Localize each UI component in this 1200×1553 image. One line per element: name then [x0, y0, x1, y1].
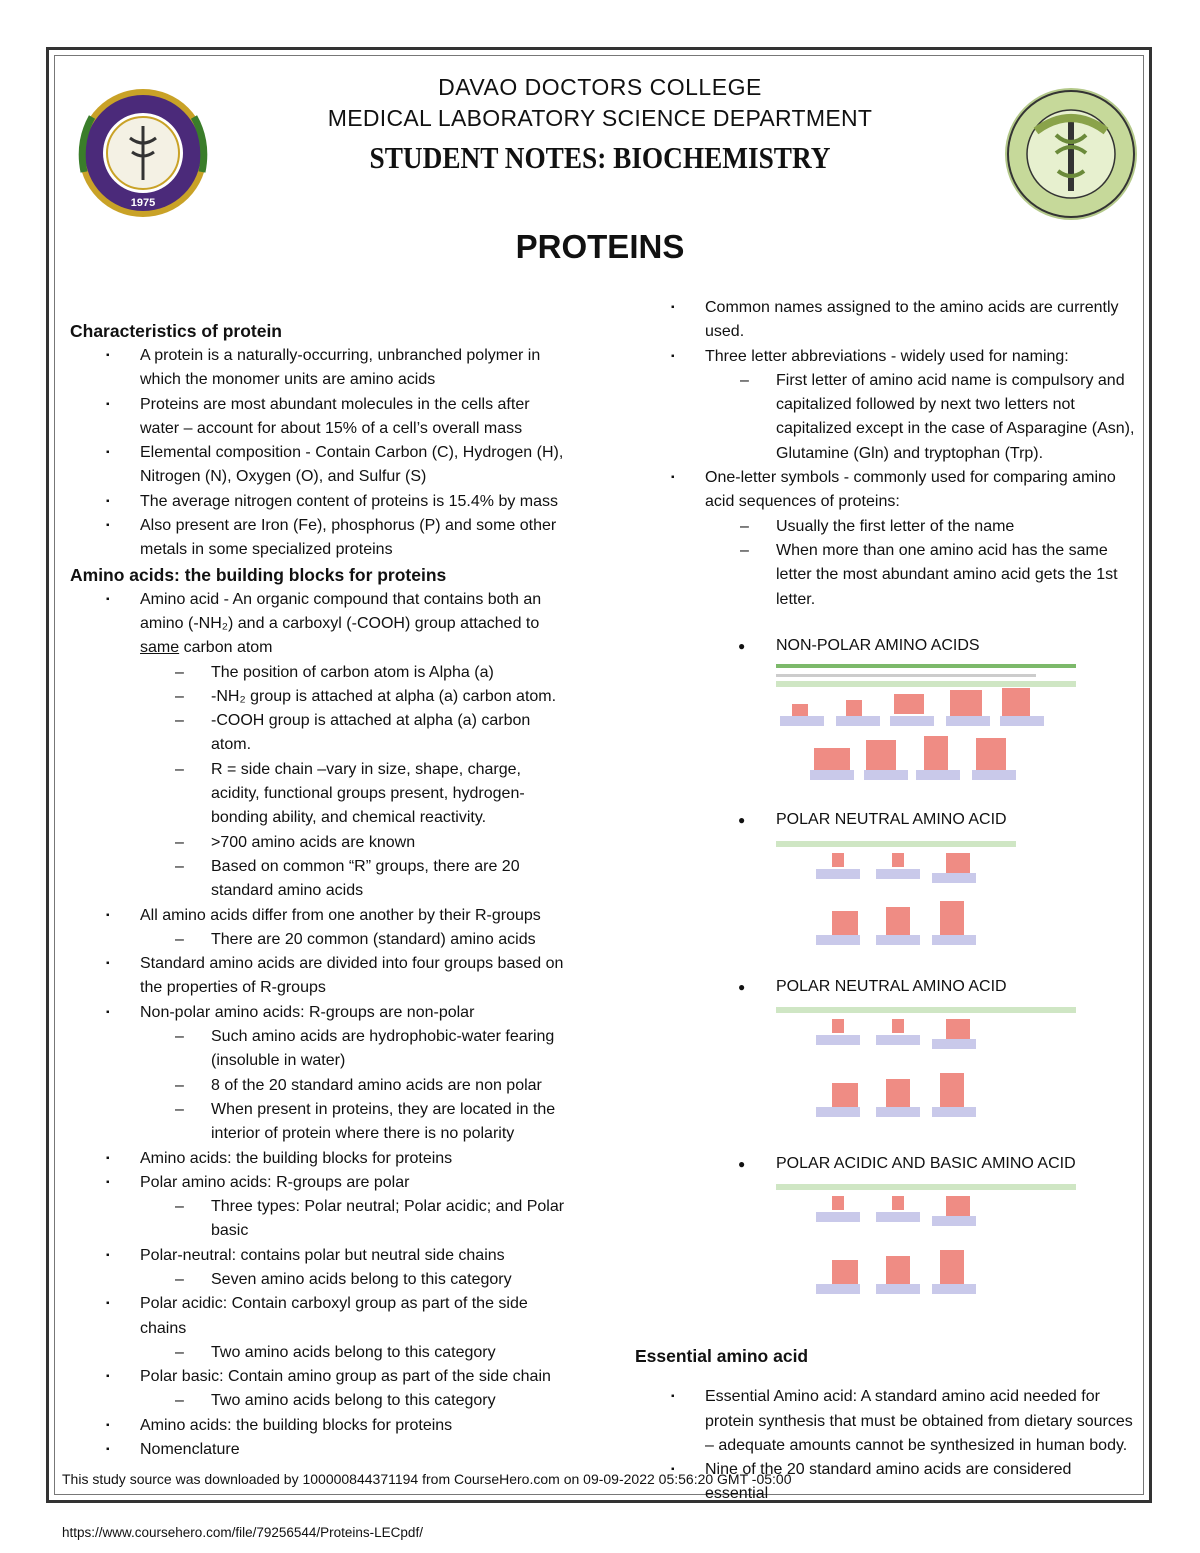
list-item: ▪ Essential Amino acid: A standard amino acid needed for protein synthesis that must be obtained from dietary sources – adequate amounts cannot be synthesized in human body. [635, 1385, 1135, 1458]
list-item: ▪ Proteins are most abundant molecules in the cells after water – account for about 15% of a cell’s overall mass [70, 393, 570, 442]
polar-neutral-table-image-2 [776, 1005, 1076, 1135]
list-item: ▪ A protein is a naturally-occurring, unbranched polymer in which the monomer units are amino acids [70, 344, 570, 393]
category-polar-acidic-basic: ● POLAR ACIDIC AND BASIC AMINO ACID [635, 1152, 1135, 1176]
definition-text: Amino acid - An organic compound that contains both an amino (-NH₂) and a carboxyl (-COOH) group attached to [140, 590, 542, 632]
list-item: ▪ The average nitrogen content of proteins is 15.4% by mass [70, 490, 570, 514]
notes-title: STUDENT NOTES: BIOCHEMISTRY [369, 140, 831, 175]
section-heading-amino-acids: Amino acids: the building blocks for proteins [70, 564, 447, 585]
sub-list-item: – R = side chain –vary in size, shape, charge, acidity, functional groups present, hydrogen-bonding ability, and chemical reactivity. [70, 758, 570, 831]
right-column [635, 296, 1135, 1507]
sub-list-item: – -NH₂ group is attached at alpha (a) carbon atom. [70, 685, 570, 709]
list-item: ▪ Nomenclature [70, 1438, 570, 1462]
section-heading-characteristics: Characteristics of protein [70, 321, 282, 341]
sub-list-item: – Such amino acids are hydrophobic-water fearing (insoluble in water) [70, 1025, 570, 1074]
list-item: ▪ Elemental composition - Contain Carbon (C), Hydrogen (H), Nitrogen (N), Oxygen (O), and Sulfur (S) [70, 441, 570, 490]
college-name: DAVAO DOCTORS COLLEGE [438, 74, 762, 100]
definition-text-end: carbon atom [179, 639, 273, 657]
category-polar-neutral-2: ● POLAR NEUTRAL AMINO ACID [635, 975, 1135, 999]
sub-list-item: – -COOH group is attached at alpha (a) carbon atom. [70, 709, 570, 758]
polar-neutral-table-image-1 [776, 839, 1076, 959]
list-item: ▪ Polar amino acids: R-groups are polar [70, 1171, 570, 1195]
list-item: ▪ All amino acids differ from one another by their R-groups [70, 904, 570, 928]
sub-list-item: – Three types: Polar neutral; Polar acidic; and Polar basic [70, 1195, 570, 1244]
list-item: ▪ Nine of the 20 standard amino acids are considered essential [635, 1458, 1135, 1507]
list-item: ▪ Also present are Iron (Fe), phosphorus (P) and some other metals in some specialized proteins [70, 514, 570, 563]
source-url[interactable]: https://www.coursehero.com/file/79256544/Proteins-LECpdf/ [62, 1525, 423, 1540]
nonpolar-amino-acid-table-image [776, 664, 1076, 792]
list-item-amino-acid-definition [70, 588, 570, 661]
list-item: ▪ Polar basic: Contain amino group as part of the side chain [70, 1365, 570, 1389]
sub-list-item: – Two amino acids belong to this category [70, 1341, 570, 1365]
sub-list-item: – Based on common “R” groups, there are 20 standard amino acids [70, 855, 570, 904]
polar-acidic-basic-table-image [776, 1182, 1076, 1312]
list-item: ▪ Standard amino acids are divided into four groups based on the properties of R-groups [70, 952, 570, 1001]
sub-list-item: – There are 20 common (standard) amino acids [70, 928, 570, 952]
list-item: ▪ Three letter abbreviations - widely used for naming: [635, 345, 1135, 369]
section-heading-essential: Essential amino acid [635, 1346, 809, 1367]
sub-list-item: – First letter of amino acid name is compulsory and capitalized followed by next two letters not capitalized except in the case of Asparagine (Asn), Glutamine (Gln) and tryptophan (Trp). [635, 369, 1135, 466]
department-name: MEDICAL LABORATORY SCIENCE DEPARTMENT [327, 105, 873, 131]
list-item: ▪ Non-polar amino acids: R-groups are non-polar [70, 1001, 570, 1025]
sub-list-item: – Seven amino acids belong to this category [70, 1268, 570, 1292]
sub-list-item: – When more than one amino acid has the same letter the most abundant amino acid gets the 1st letter. [635, 539, 1135, 612]
list-item: ▪ Polar acidic: Contain carboxyl group as part of the side chains [70, 1292, 570, 1341]
category-polar-neutral-1: ● POLAR NEUTRAL AMINO ACID [635, 808, 1135, 832]
page-title: PROTEINS [515, 228, 685, 265]
sub-list-item: – The position of carbon atom is Alpha (a) [70, 661, 570, 685]
left-column [70, 319, 570, 1462]
list-item: ▪ Amino acids: the building blocks for proteins [70, 1414, 570, 1438]
sub-list-item: – >700 amino acids are known [70, 831, 570, 855]
list-item: ▪ Polar-neutral: contains polar but neutral side chains [70, 1244, 570, 1268]
sub-list-item: – 8 of the 20 standard amino acids are non polar [70, 1074, 570, 1098]
sub-list-item: – When present in proteins, they are located in the interior of protein where there is no polarity [70, 1098, 570, 1147]
svg-text:1975: 1975 [130, 197, 156, 209]
list-item: ▪ Amino acids: the building blocks for proteins [70, 1147, 570, 1171]
underlined-word: same [140, 639, 180, 657]
list-item: ▪ One-letter symbols - commonly used for comparing amino acid sequences of proteins: [635, 466, 1135, 515]
sub-list-item: – Usually the first letter of the name [635, 515, 1135, 539]
list-item: ▪ Common names assigned to the amino acids are currently used. [635, 296, 1135, 345]
category-nonpolar: ● NON-POLAR AMINO ACIDS [635, 634, 1135, 658]
sub-list-item: – Two amino acids belong to this category [70, 1389, 570, 1413]
study-source-footer: This study source was downloaded by 100000844371194 from CourseHero.com on 09-09-2022 05:56:20 GMT -05:00 [62, 1471, 792, 1487]
